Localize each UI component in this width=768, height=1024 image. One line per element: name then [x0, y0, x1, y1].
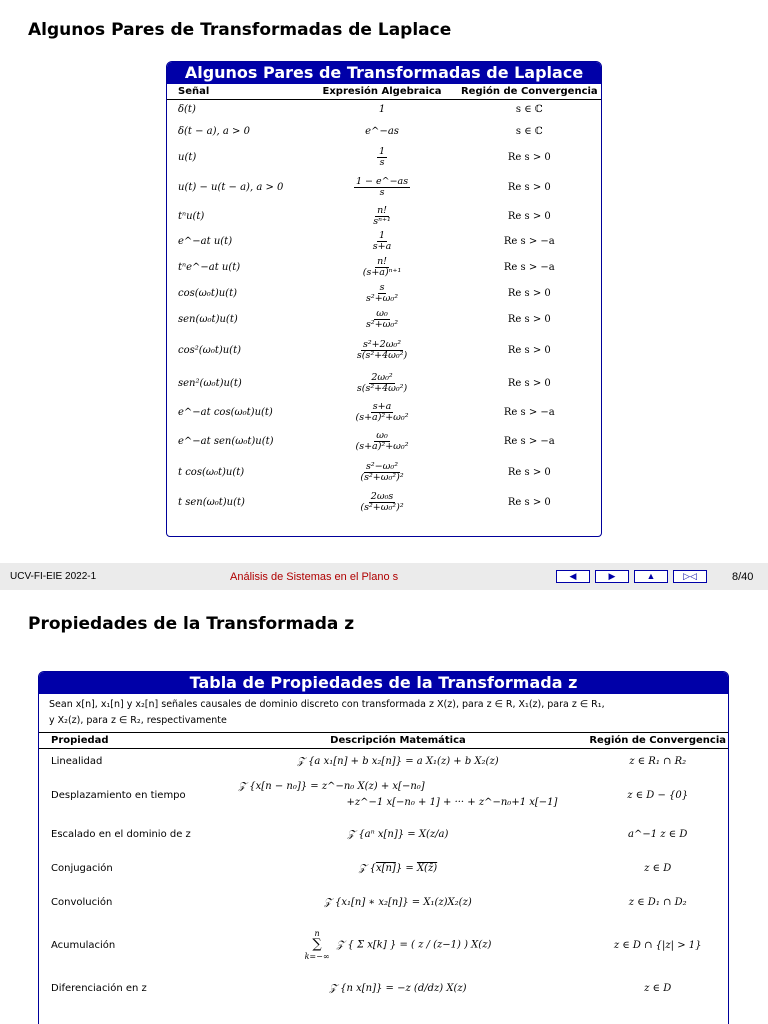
signal-cell: sen(ω₀t)u(t): [178, 313, 238, 325]
footer-title: Análisis de Sistemas en el Plano s: [230, 570, 399, 583]
fraction: [371, 206, 393, 227]
sum-upper-limit: n: [314, 929, 320, 938]
numerator: 1: [379, 229, 386, 241]
roc-cell: Re s > 0: [507, 466, 551, 478]
table-row: [39, 919, 728, 971]
expression-cell: [306, 373, 457, 394]
property-formula: [209, 929, 588, 961]
expression-cell: [306, 206, 457, 227]
property-roc: a^−1 z ∈ D: [628, 828, 688, 840]
signal-cell: δ(t − a), a > 0: [178, 126, 250, 137]
numerator: 2ω₀²: [371, 372, 393, 383]
expression-cell: [306, 340, 457, 361]
denominator: (s²+ω₀²)²: [360, 471, 404, 483]
nav-up-button[interactable]: ▲: [634, 570, 668, 583]
numerator: 2ω₀s: [370, 490, 394, 502]
roc-cell: Re s > −a: [503, 235, 555, 247]
property-roc: z ∈ D₁ ∩ D₂: [628, 896, 687, 908]
signal-cell: e^−at u(t): [178, 235, 233, 247]
footer-course: UCV-FI-EIE 2022-1: [10, 571, 97, 582]
expression-cell: [306, 177, 457, 198]
expression-cell: [306, 283, 457, 304]
expression-cell: [306, 492, 457, 513]
property-roc: z ∈ D: [644, 862, 672, 874]
signal-cell: u(t) − u(t − a), a > 0: [178, 181, 284, 193]
property-formula: 𝒵 {aⁿ x[n]} = X(z/a): [347, 828, 449, 840]
signal-cell: e^−at cos(ω₀t)u(t): [178, 407, 273, 418]
roc-cell: Re s > 0: [507, 210, 551, 222]
numerator: 1: [379, 145, 386, 157]
table-row: [167, 332, 601, 369]
expression-cell: 1: [378, 104, 386, 115]
formula-part: } =: [395, 862, 417, 874]
laplace-table-heading: Algunos Pares de Transformadas de Laplace: [167, 62, 601, 84]
fraction: [377, 147, 387, 168]
fraction: [354, 431, 411, 452]
formula-part: 𝒵 {: [358, 862, 376, 874]
signal-cell: cos(ω₀t)u(t): [178, 287, 237, 299]
signal-cell: sen²(ω₀t)u(t): [178, 378, 242, 389]
numerator: ω₀: [376, 307, 388, 319]
denominator: (s²+ω₀²)²: [360, 501, 404, 513]
roc-cell: Re s > 0: [507, 496, 551, 508]
expression-cell: [306, 147, 457, 168]
col-roc: Región de Convergencia: [460, 86, 598, 97]
property-formula: [209, 863, 588, 874]
expression-cell: [306, 257, 457, 278]
col-signal: Señal: [178, 86, 210, 97]
table-row: [167, 427, 601, 456]
nav-fit-button[interactable]: ▷◁: [673, 570, 707, 583]
slide-title-2: Propiedades de la Transformada z: [28, 614, 355, 634]
fraction: [355, 340, 409, 361]
numerator: n!: [377, 255, 387, 267]
expression-cell: [306, 309, 457, 330]
signal-cell: t cos(ω₀t)u(t): [178, 466, 245, 478]
nav-next-button[interactable]: ▶: [595, 570, 629, 583]
property-roc: z ∈ R₁ ∩ R₂: [629, 755, 687, 767]
property-formula: 𝒵 {n x[n]} = −z (d/dz) X(z): [329, 982, 467, 994]
denominator: (s+a)ⁿ⁺¹: [362, 266, 402, 278]
denominator: sⁿ⁺¹: [373, 215, 391, 227]
property-name: Acumulación: [51, 939, 116, 951]
property-name: Linealidad: [51, 755, 103, 767]
col-roc-z: Región de Convergencia: [589, 735, 727, 746]
numerator: s+a: [372, 401, 392, 412]
property-name: Convolución: [51, 896, 113, 908]
table-row: [39, 885, 728, 919]
formula-part: x[n]: [375, 862, 396, 874]
table-row: [39, 773, 728, 817]
table-row: [39, 817, 728, 851]
roc-cell: Re s > 0: [507, 181, 551, 193]
roc-cell: Re s > −a: [503, 436, 555, 447]
roc-cell: Re s > −a: [503, 407, 555, 418]
property-formula: 𝒵 {a x₁[n] + b x₂[n]} = a X₁(z) + b X₂(z): [297, 755, 499, 767]
fraction: [361, 257, 404, 278]
expression-cell: [306, 402, 457, 423]
table-row: [167, 254, 601, 280]
laplace-table-header: [167, 84, 601, 100]
page-number: 8/40: [732, 570, 754, 583]
table-row: [167, 280, 601, 306]
z-table-intro: [39, 694, 728, 733]
fraction: [354, 402, 411, 423]
col-expression: Expresión Algebraica: [322, 86, 442, 97]
table-row: [167, 228, 601, 254]
denominator: s²+ω₀²: [366, 292, 399, 304]
denominator: s: [379, 186, 385, 198]
numerator: s²+2ω₀²: [363, 339, 402, 350]
formula-line-1: 𝒵 {x[n − n₀]} = z^−n₀ X(z) + x[−n₀]: [238, 781, 425, 792]
table-row: [39, 971, 728, 1005]
roc-cell: Re s > 0: [507, 151, 551, 163]
slide-title: Algunos Pares de Transformadas de Laplace: [28, 20, 452, 40]
property-name: Desplazamiento en tiempo: [51, 789, 186, 801]
signal-cell: tⁿu(t): [178, 210, 205, 222]
numerator: n!: [377, 204, 387, 216]
numerator: 1 − e^−as: [355, 175, 409, 187]
denominator: s(s²+4ω₀²): [356, 350, 408, 361]
expression-cell: [306, 431, 457, 452]
numerator: ω₀: [376, 430, 388, 441]
table-row: [167, 398, 601, 427]
sum-lower-limit: k=−∞: [304, 952, 330, 961]
table-row: [167, 488, 601, 516]
property-formula: [209, 779, 588, 811]
laplace-table: [166, 61, 602, 537]
z-table-header: [39, 733, 728, 749]
table-row: [39, 749, 728, 773]
formula-text: 𝒵 { Σ x[k] } = ( z / (z−1) ) X(z): [336, 939, 492, 951]
fraction: [355, 373, 409, 394]
property-roc: z ∈ D − {0}: [627, 789, 689, 801]
table-row: [167, 144, 601, 170]
table-row: [167, 456, 601, 488]
fraction: [364, 283, 400, 304]
formula-part: X(z̄): [416, 862, 438, 874]
fraction: [371, 231, 394, 252]
signal-cell: u(t): [178, 151, 197, 163]
table-row: [167, 369, 601, 398]
property-formula: 𝒵 {x₁[n] ∗ x₂[n]} = X₁(z)X₂(z): [324, 896, 472, 908]
signal-cell: t sen(ω₀t)u(t): [178, 496, 245, 508]
signal-cell: e^−at sen(ω₀t)u(t): [178, 436, 274, 447]
property-name: Conjugación: [51, 862, 113, 874]
nav-controls: [556, 570, 707, 583]
roc-cell: Re s > 0: [507, 313, 551, 325]
table-row: [167, 306, 601, 332]
roc-cell: s ∈ ℂ: [515, 104, 543, 115]
table-row: [167, 100, 601, 119]
laplace-table-body: [167, 100, 601, 516]
property-roc: z ∈ D ∩ {|z| > 1}: [613, 939, 702, 951]
roc-cell: Re s > 0: [507, 345, 551, 356]
col-description: Descripción Matemática: [330, 735, 466, 746]
col-property: Propiedad: [51, 735, 109, 746]
expression-cell: [306, 231, 457, 252]
roc-cell: Re s > 0: [507, 287, 551, 299]
signal-cell: δ(t): [178, 104, 196, 115]
denominator: s(s²+4ω₀²): [356, 383, 408, 394]
denominator: s: [379, 156, 385, 168]
roc-cell: Re s > 0: [507, 378, 551, 389]
fraction: [364, 309, 400, 330]
denominator: (s+a)²+ω₀²: [355, 441, 409, 452]
roc-cell: Re s > −a: [503, 261, 555, 273]
signal-cell: cos²(ω₀t)u(t): [178, 345, 242, 356]
property-name: Diferenciación en z: [51, 982, 147, 994]
sum-limits: n ∑ k=−∞: [304, 929, 330, 961]
table-row: [167, 119, 601, 144]
property-roc: z ∈ D: [644, 982, 672, 994]
denominator: s²+ω₀²: [366, 318, 399, 330]
fraction: [358, 492, 405, 513]
expression-cell: e^−as: [365, 126, 399, 137]
z-properties-table: [38, 671, 729, 1024]
property-name: Escalado en el dominio de z: [51, 828, 191, 840]
z-intro-line-1: Sean x[n], x₁[n] y x₂[n] señales causales de dominio discreto con transformada z X(z), para z ∈ R, X₁(z), para z ∈ R₁,: [49, 699, 605, 710]
footer-bar: [0, 563, 768, 590]
expression-cell: [306, 462, 457, 483]
z-table-heading: Tabla de Propiedades de la Transformada z: [39, 672, 728, 694]
table-row: [167, 204, 601, 228]
signal-cell: tⁿe^−at u(t): [178, 261, 241, 273]
fraction: [358, 462, 405, 483]
fraction: [354, 177, 410, 198]
formula-line-2: +z^−1 x[−n₀ + 1] + ··· + z^−n₀+1 x[−1]: [346, 797, 558, 808]
numerator: s²−ω₀²: [366, 460, 399, 472]
z-intro-line-2: y X₂(z), para z ∈ R₂, respectivamente: [49, 715, 227, 726]
denominator: (s+a)²+ω₀²: [355, 412, 409, 423]
roc-cell: s ∈ ℂ: [515, 126, 543, 137]
denominator: s+a: [372, 240, 392, 252]
table-row: [167, 170, 601, 204]
numerator: s: [379, 281, 385, 293]
table-row: [39, 851, 728, 885]
nav-prev-button[interactable]: ◀: [556, 570, 590, 583]
